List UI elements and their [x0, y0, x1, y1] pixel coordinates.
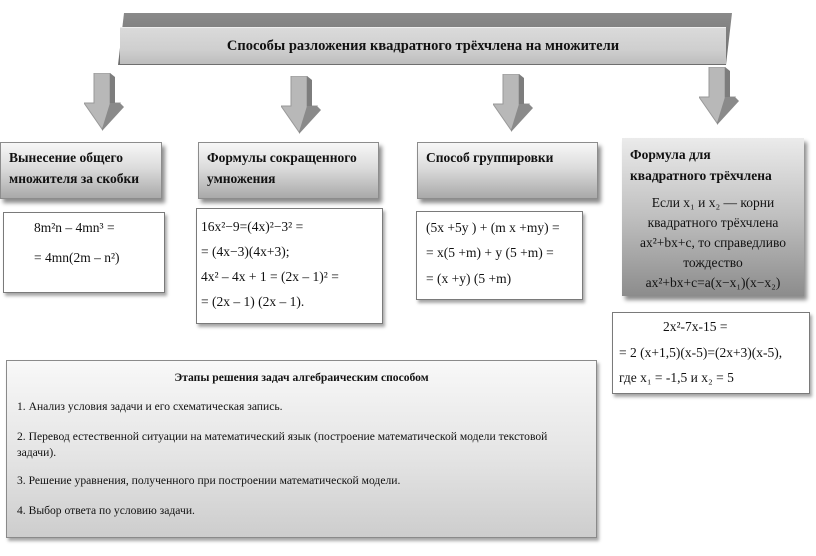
- note-line: ax²+bx+c=a(x−x₁)(x−x₂): [645, 275, 781, 290]
- down-arrow-icon: [699, 67, 739, 125]
- note-line: квадратного трёхчлена: [647, 215, 779, 230]
- method-header-line: Вынесение общего: [9, 150, 123, 165]
- title-banner: [118, 13, 732, 65]
- example-line: = 2 (x+1,5)(x-5)=(2x+3)(x-5),: [619, 345, 783, 360]
- example-line: где x₁ = -1,5 и x₂ = 5: [619, 370, 734, 385]
- example-line: 8m²n – 4mn³ =: [34, 220, 115, 235]
- down-arrow-icon: [84, 73, 124, 131]
- down-arrow-icon: [281, 76, 321, 134]
- down-arrow-icon: [493, 74, 533, 132]
- method-header-line: Формулы сокращенного: [207, 150, 357, 165]
- note-line: Если x₁ и x₂ — корни: [651, 195, 775, 210]
- example-line: 4x² – 4x + 1 = (2x – 1)² =: [201, 269, 339, 284]
- step-item: 3. Решение уравнения, полученного при построении математической модели.: [17, 474, 401, 487]
- method-header-line: умножения: [207, 171, 276, 186]
- method-header-common-factor: [0, 142, 162, 199]
- step-item: 2. Перевод естественной ситуации на математический язык (построение математической модели текстовой задачи).: [17, 430, 548, 459]
- method-header-line: Формула для: [630, 147, 711, 162]
- solution-steps-box: [6, 360, 597, 538]
- method-header-abbreviated-multiplication: [198, 142, 379, 199]
- method-example-grouping: [416, 211, 583, 300]
- example-line: = (4x−3)(4x+3);: [201, 244, 290, 259]
- example-line: 16x²−9=(4x)²−3² =: [201, 219, 304, 234]
- method-example-common-factor: [3, 212, 165, 293]
- note-line: ax²+bx+c, то справедливо: [639, 235, 787, 250]
- example-line: 2x²-7x-15 =: [663, 319, 728, 334]
- method-header-line: Способ группировки: [426, 150, 554, 165]
- note-line: тождество: [683, 255, 743, 270]
- example-line: = 4mn(2m – n²): [34, 250, 120, 265]
- step-item: 4. Выбор ответа по условию задачи.: [17, 504, 195, 517]
- method-example-abbreviated-multiplication: [196, 208, 383, 324]
- step-item: 1. Анализ условия задачи и его схематическая запись.: [17, 400, 283, 413]
- example-line: = x(5 +m) + y (5 +m) =: [426, 245, 554, 260]
- example-line: = (2x – 1) (2x – 1).: [201, 294, 305, 309]
- method-header-grouping: [417, 142, 598, 199]
- example-line: = (x +y) (5 +m): [426, 271, 512, 286]
- example-line: (5x +5y ) + (m x +my) =: [426, 220, 560, 235]
- method-header-line: квадратного трёхчлена: [630, 168, 772, 183]
- method-header-line: множителя за скобки: [9, 171, 140, 186]
- method-header-quadratic-formula: [622, 138, 804, 296]
- method-example-quadratic-formula: [612, 312, 810, 394]
- steps-title: Этапы решения задач алгебраическим способом: [174, 371, 429, 384]
- diagram-title: Способы разложения квадратного трёхчлена на множители: [120, 27, 726, 64]
